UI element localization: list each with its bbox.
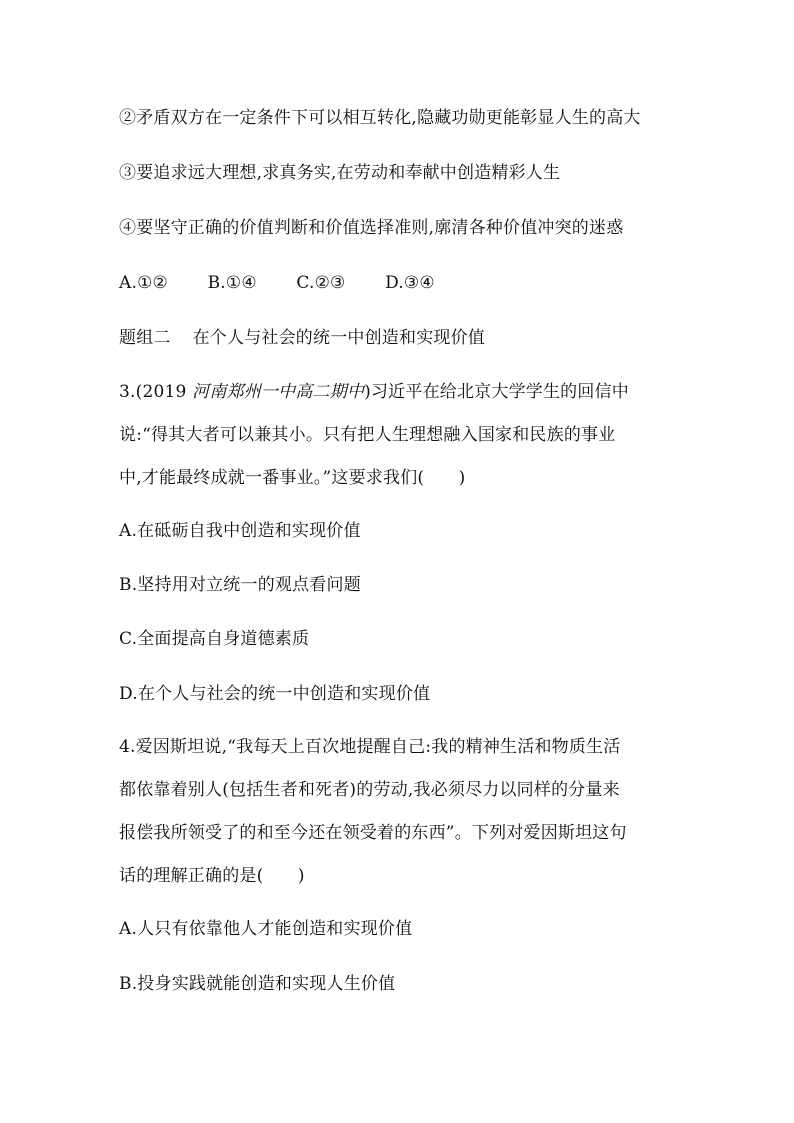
- q2-option-c: C.②③: [296, 273, 346, 293]
- q2-option-a: A.①②: [119, 273, 168, 293]
- q3-stem-line-2: 说:“得其大者可以兼其小。只有把人生理想融入国家和民族的事业: [119, 425, 616, 445]
- q3-stem-rest: )习近平在给北京大学学生的回信中: [364, 382, 629, 402]
- section-label: 题组二: [119, 328, 171, 348]
- q4-stem-line-4: 话的理解正确的是( ): [119, 866, 305, 886]
- q3-option-c: C.全面提高自身道德素质: [119, 629, 310, 649]
- q3-stem-line-1: [119, 381, 629, 403]
- q2-option-b: B.①④: [207, 273, 257, 293]
- section-title: 在个人与社会的统一中创造和实现价值: [192, 328, 486, 348]
- q4-option-a: A.人只有依靠他人才能创造和实现价值: [119, 919, 413, 939]
- q2-statement-4: ④要坚守正确的价值判断和价值选择准则,廓清各种价值冲突的迷惑: [119, 218, 624, 238]
- q4-stem-line-3: 报偿我所领受了的和至今还在领受着的东西”。下列对爱因斯坦这句: [119, 823, 627, 843]
- q3-stem-line-3: 中,才能最终成就一番事业。”这要求我们( ): [119, 468, 466, 488]
- section-heading: [119, 327, 485, 349]
- q2-option-d: D.③④: [385, 273, 435, 293]
- q4-option-b: B.投身实践就能创造和实现人生价值: [119, 974, 396, 994]
- q3-option-a: A.在砥砺自我中创造和实现价值: [119, 521, 361, 541]
- q2-statement-3: ③要追求远大理想,求真务实,在劳动和奉献中创造精彩人生: [119, 163, 561, 183]
- q2-options: [119, 272, 435, 294]
- q3-option-b: B.坚持用对立统一的观点看问题: [119, 575, 361, 595]
- q3-year: 2019: [142, 382, 187, 402]
- q2-statement-2: ②矛盾双方在一定条件下可以相互转化,隐藏功勋更能彰显人生的高大: [119, 108, 641, 128]
- q3-option-d: D.在个人与社会的统一中创造和实现价值: [119, 684, 431, 704]
- q3-number: 3.(: [119, 382, 143, 402]
- q4-stem-line-1: 4.爱因斯坦说,“我每天上百次地提醒自己:我的精神生活和物质生活: [119, 737, 621, 757]
- q4-stem-line-2: 都依靠着别人(包括生者和死者)的劳动,我必须尽力以同样的分量来: [119, 780, 620, 800]
- q3-source: 河南郑州一中高二期中: [186, 382, 365, 402]
